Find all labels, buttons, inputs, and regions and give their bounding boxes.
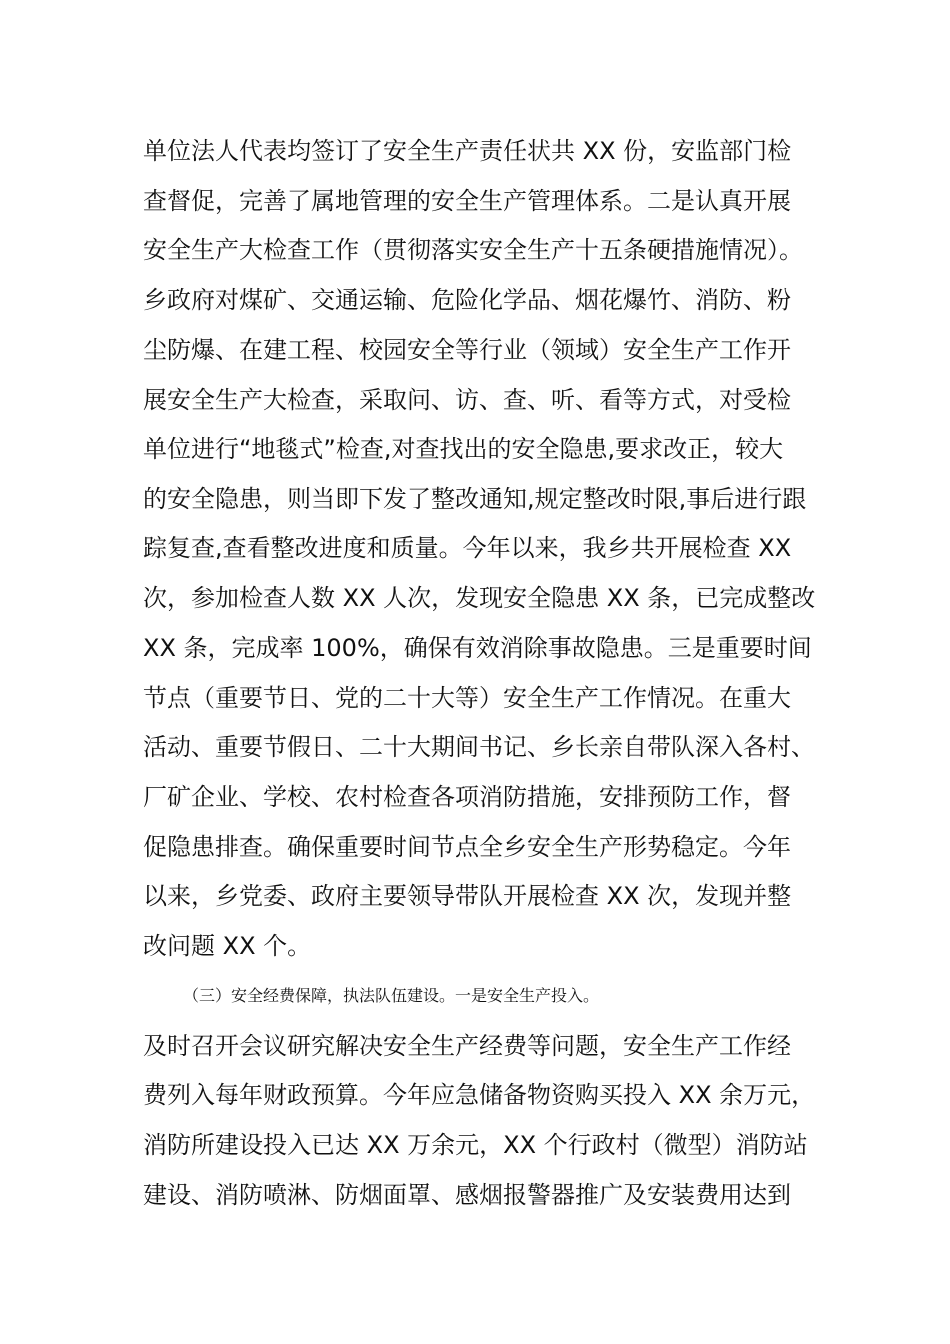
text-line: 以来，乡党委、政府主要领导带队开展检查 XX 次，发现并整: [143, 882, 792, 910]
text-line: XX 条，完成率 100%，确保有效消除事故隐患。三是重要时间: [143, 634, 812, 662]
text-line: 促隐患排查。确保重要时间节点全乡安全生产形势稳定。今年: [143, 833, 791, 861]
text-line: 及时召开会议研究解决安全生产经费等问题，安全生产工作经: [143, 1032, 791, 1060]
text-line: 安全生产大检查工作（贯彻落实安全生产十五条硬措施情况）。: [143, 236, 803, 264]
text-line: 的安全隐患，则当即下发了整改通知,规定整改时限,事后进行跟: [143, 485, 807, 513]
text-line: 单位进行“地毯式”检查,对查找出的安全隐患,要求改正，较大: [143, 435, 784, 463]
text-line: 改问题 XX 个。: [143, 932, 312, 960]
text-line: 活动、重要节假日、二十大期间书记、乡长亲自带队深入各村、: [143, 733, 815, 761]
text-line: 费列入每年财政预算。今年应急储备物资购买投入 XX 余万元，: [143, 1081, 816, 1109]
text-line: 乡政府对煤矿、交通运输、危险化学品、烟花爆竹、消防、粉: [143, 286, 791, 314]
text-line: 建设、消防喷淋、防烟面罩、感烟报警器推广及安装费用达到: [143, 1181, 791, 1209]
text-line: 单位法人代表均签订了安全生产责任状共 XX 份，安监部门检: [143, 137, 792, 165]
text-line: 厂矿企业、学校、农村检查各项消防措施，安排预防工作，督: [143, 783, 791, 811]
text-line: 消防所建设投入已达 XX 万余元，XX 个行政村（微型）消防站: [143, 1131, 808, 1159]
text-line: 踪复查,查看整改进度和质量。今年以来，我乡共开展检查 XX: [143, 534, 792, 562]
section-heading-line: （三）安全经费保障，执法队伍建设。一是安全生产投入。: [183, 986, 600, 1005]
text-line: 次，参加检查人数 XX 人次，发现安全隐患 XX 条，已完成整改: [143, 584, 816, 612]
text-line: 查督促，完善了属地管理的安全生产管理体系。二是认真开展: [143, 187, 791, 215]
text-line: 节点（重要节日、党的二十大等）安全生产工作情况。在重大: [143, 684, 791, 712]
text-line: 尘防爆、在建工程、校园安全等行业（领域）安全生产工作开: [143, 336, 791, 364]
text-line: 展安全生产大检查，采取问、访、查、听、看等方式，对受检: [143, 386, 791, 414]
